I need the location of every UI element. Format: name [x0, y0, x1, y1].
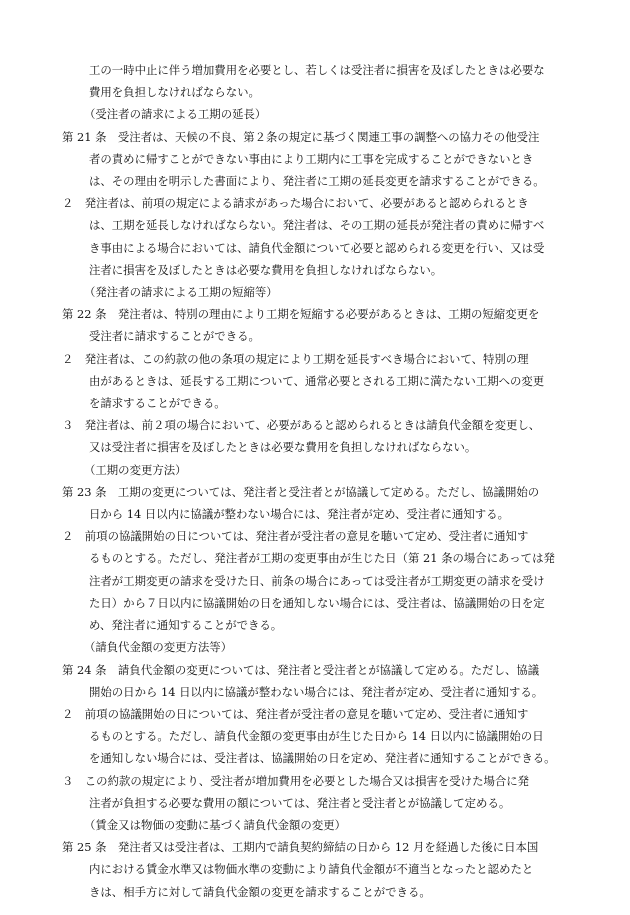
article-21-head: 第 21 条 受注者は、天候の不良、第２条の規定に基づく関連工事の調整への協力その他受注 — [62, 130, 540, 144]
text-line: 内における賃金水準又は物価水準の変動により請負代金額が不適当となったと認めたと — [89, 862, 534, 876]
paragraph-head: ２ 前項の協議開始の日については、発注者が受注者の意見を聴いて定め、受注者に通知す — [62, 529, 529, 543]
article-25-head: 第 25 条 発注者又は受注者は、工期内で請負契約締結の日から 12 月を経過した後に日本国 — [62, 840, 539, 854]
text-line: を請求することができる。 — [89, 396, 226, 410]
text-line: るものとする。ただし、発注者が工期の変更事由が生じた日（第 21 条の場合にあっては発 — [89, 551, 555, 565]
paragraph-head: ２ 前項の協議開始の日については、発注者が受注者の意見を聴いて定め、受注者に通知す — [62, 707, 529, 721]
text-line: 開始の日から 14 日以内に協議が整わない場合には、発注者が定め、受注者に通知する。 — [89, 685, 544, 699]
text-line: を通知しない場合には、受注者は、協議開始の日を定め、発注者に通知することができる。 — [89, 751, 556, 765]
text-line: き事由による場合においては、請負代金額について必要と認められる変更を行い、又は受 — [89, 241, 545, 255]
article-22-head: 第 22 条 発注者は、特別の理由により工期を短縮する必要があるときは、工期の短縮変更を — [62, 307, 540, 321]
paragraph-head: ２ 発注者は、前項の規定による請求があった場合において、必要があると認められるとき — [62, 196, 529, 210]
article-caption: （工期の変更方法） — [84, 463, 187, 477]
text-line: 工の一時中止に伴う増加費用を必要とし、若しくは受注者に損害を及ぼしたときは必要な — [89, 63, 545, 77]
paragraph-head: ３ 発注者は、前２項の場合において、必要があると認められるときは請負代金額を変更し、 — [62, 418, 541, 432]
text-line: きは、相手方に対して請負代金額の変更を請求することができる。 — [89, 885, 431, 899]
text-line: 日から 14 日以内に協議が整わない場合には、発注者が定め、受注者に通知する。 — [89, 507, 509, 521]
article-caption: （発注者の請求による工期の短縮等） — [84, 285, 278, 299]
article-caption: （受注者の請求による工期の延長） — [84, 107, 267, 121]
text-line: 受注者に請求することができる。 — [89, 329, 260, 343]
text-line: 注者が負担する必要な費用の額については、発注者と受注者とが協議して定める。 — [89, 796, 511, 810]
text-line: 由があるときは、延長する工期について、通常必要とされる工期に満たない工期への変更 — [89, 374, 545, 388]
text-line: は、その理由を明示した書面により、発注者に工期の延長変更を請求することができる。 — [89, 174, 545, 188]
paragraph-head: ３ この約款の規定により、受注者が増加費用を必要とした場合又は損害を受けた場合に発 — [62, 774, 530, 788]
paragraph-head: ２ 発注者は、この約款の他の条項の規定により工期を延長すべき場合において、特別の理 — [62, 352, 529, 366]
article-caption: （請負代金額の変更方法等） — [84, 640, 233, 654]
article-caption: （賃金又は物価の変動に基づく請負代金額の変更） — [84, 818, 346, 832]
text-line: 費用を負担しなければならない。 — [89, 85, 260, 99]
text-line: た日）から７日以内に協議開始の日を通知しない場合には、受注者は、協議開始の日を定 — [89, 596, 545, 610]
text-line: め、発注者に通知することができる。 — [89, 618, 283, 632]
text-line: 者の責めに帰すことができない事由により工期内に工事を完成することができないとき — [89, 152, 534, 166]
text-line: 注者に損害を及ぼしたときは必要な費用を負担しなければならない。 — [89, 263, 443, 277]
text-line: るものとする。ただし、請負代金額の変更事由が生じた日から 14 日以内に協議開始の日 — [89, 729, 544, 743]
text-line: は、工期を延長しなければならない。発注者は、その工期の延長が発注者の責めに帰すべ — [89, 218, 545, 232]
article-24-head: 第 24 条 請負代金額の変更については、発注者と受注者とが協議して定める。ただし、協議 — [62, 663, 540, 677]
text-line: 注者が工期変更の請求を受けた日、前条の場合にあっては受注者が工期変更の請求を受け — [89, 574, 545, 588]
article-23-head: 第 23 条 工期の変更については、発注者と受注者とが協議して定める。ただし、協議開始の — [62, 485, 540, 499]
text-line: 又は受注者に損害を及ぼしたときは必要な費用を負担しなければならない。 — [89, 440, 477, 454]
